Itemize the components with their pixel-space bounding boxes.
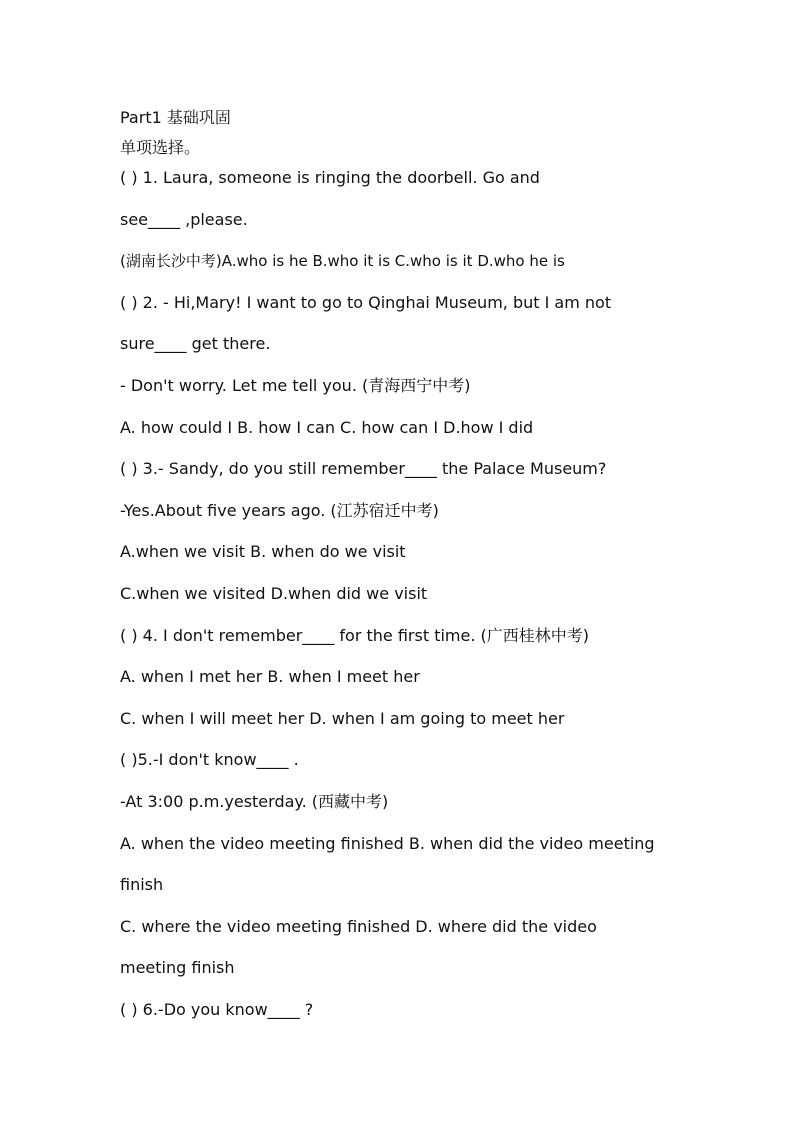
question-3-line-1: ( ) 3.- Sandy, do you still remember____ the Palace Museum? [120, 459, 607, 479]
question-5-line-2: -At 3:00 p.m.yesterday. (西藏中考) [120, 791, 389, 811]
question-4-options-1: A. when I met her B. when I meet her [120, 667, 420, 687]
question-2-line-2: sure____ get there. [120, 334, 271, 354]
question-5-options-2: C. where the video meeting finished D. where did the video [120, 916, 597, 936]
question-4-options-2: C. when I will meet her D. when I am going to meet her [120, 708, 565, 728]
question-5-options-1-cont: finish [120, 875, 164, 895]
document-page [120, 104, 674, 1037]
section-title: 单项选择。 [120, 138, 201, 157]
question-5-line-1: ( )5.-I don't know____ . [120, 750, 299, 770]
question-5-options-2-cont: meeting finish [120, 958, 235, 978]
question-1-line-1: ( ) 1. Laura, someone is ringing the doorbell. Go and [120, 168, 540, 187]
question-3-options-2: C.when we visited D.when did we visit [120, 583, 428, 603]
heading: Part1 基础巩固 [120, 108, 231, 127]
question-6-line-1: ( ) 6.-Do you know____ ? [120, 999, 314, 1019]
question-2-options: A. how could I B. how I can C. how can I D.how I did [120, 417, 534, 437]
question-1-line-2: see____ ,please. [120, 209, 248, 229]
question-4-line-1: ( ) 4. I don't remember____ for the first time. (广西桂林中考) [120, 625, 589, 645]
question-1-options: (湖南长沙中考)A.who is he B.who it is C.who is it D.who he is [120, 252, 565, 271]
question-2-line-1: ( ) 2. - Hi,Mary! I want to go to Qinghai Museum, but I am not [120, 292, 612, 312]
question-3-options-1: A.when we visit B. when do we visit [120, 542, 406, 562]
question-2-line-3: - Don't worry. Let me tell you. (青海西宁中考) [120, 375, 471, 395]
question-5-options-1: A. when the video meeting finished B. when did the video meeting [120, 833, 655, 853]
question-3-line-2: -Yes.About five years ago. (江苏宿迁中考) [120, 500, 439, 520]
